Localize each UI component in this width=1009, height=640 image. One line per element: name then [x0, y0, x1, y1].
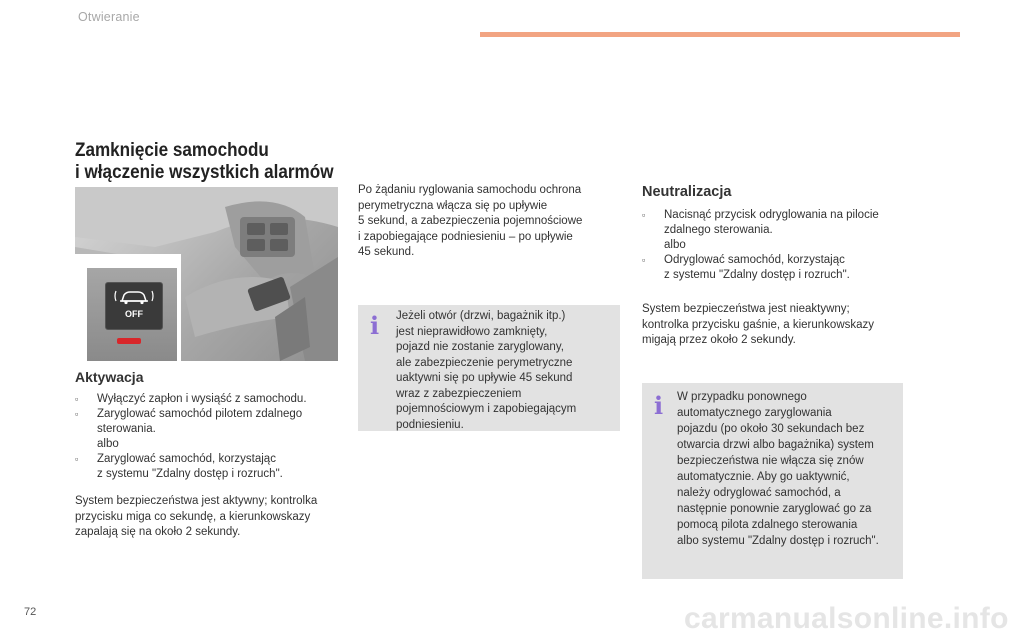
list-item — [75, 422, 345, 437]
text-line: wraz z zabezpieczeniem — [396, 387, 522, 400]
list-item-text: Zaryglować samochód, korzystając — [97, 453, 276, 465]
page-heading — [75, 140, 345, 184]
info-icon: i — [370, 311, 380, 340]
text-line: jest nieprawidłowo zamknięty, — [396, 325, 548, 338]
text-line: automatycznego zaryglowania — [677, 407, 832, 419]
inset-panel — [87, 268, 177, 361]
neutralizacja-title: Neutralizacja — [642, 184, 732, 200]
text-line: przycisku miga co sekundę, a kierunkowskazy — [75, 510, 311, 523]
text-line: pojemnościowym i zapobiegającym — [396, 403, 577, 415]
car-alarm-icon — [106, 283, 162, 309]
list-item — [75, 437, 345, 452]
list-item — [75, 467, 345, 482]
info-box-right — [642, 383, 903, 579]
list-item — [75, 392, 345, 407]
text-line: kontrolka przycisku gaśnie, a kierunkowskazy — [642, 318, 875, 331]
text-line: automatycznie. Aby go uaktywnić, — [677, 471, 850, 483]
middle-paragraph — [358, 183, 620, 261]
list-item — [642, 238, 912, 253]
text-line: należy odryglować samochód, a — [677, 487, 841, 499]
alarm-button-inset — [75, 254, 181, 361]
list-item-text: albo — [97, 438, 119, 450]
list-item — [75, 407, 345, 422]
list-item-text: zdalnego sterowania. — [664, 224, 773, 236]
text-line: 45 sekund. — [358, 246, 415, 258]
bullet-icon: ▫ — [75, 454, 79, 464]
neutralizacja-list — [642, 208, 912, 283]
page-heading-line2: i włączenie wszystkich alarmów — [75, 162, 334, 183]
list-item-text: Zaryglować samochód pilotem zdalnego — [97, 408, 303, 420]
text-line: pomocą pilota zdalnego sterowania — [677, 519, 858, 531]
text-line: migają przez około 2 sekundy. — [642, 334, 796, 346]
list-item-text: z systemu "Zdalny dostęp i rozruch". — [664, 269, 850, 281]
list-item — [642, 223, 912, 238]
text-line: bezpieczeństwa nie włącza się znów — [677, 455, 864, 467]
list-item-text: sterowania. — [97, 423, 156, 435]
text-line: ale zabezpieczenie perymetryczne — [396, 356, 573, 369]
bullet-icon: ▫ — [75, 409, 79, 419]
text-line: Jeżeli otwór (drzwi, bagażnik itp.) — [396, 310, 566, 322]
info-text-right — [677, 389, 901, 549]
page-heading-line1: Zamknięcie samochodu — [75, 140, 269, 161]
info-text-middle — [396, 309, 618, 433]
aktywacja-summary — [75, 494, 350, 541]
list-item-text: Odryglować samochód, korzystając — [664, 254, 845, 266]
text-line: zapalają się na około 2 sekundy. — [75, 526, 241, 538]
text-line: System bezpieczeństwa jest aktywny; kontrolka — [75, 495, 318, 507]
text-line: uaktywni się po upływie 45 sekund — [396, 372, 573, 384]
text-line: perymetryczna włącza się po upływie — [358, 199, 548, 212]
text-line: Po żądaniu ryglowania samochodu ochrona — [358, 184, 582, 196]
info-box-middle — [358, 305, 620, 431]
list-item — [642, 208, 912, 223]
alarm-indicator-led — [117, 338, 141, 344]
list-item-text: Nacisnąć przycisk odryglowania na pilocie — [664, 209, 879, 221]
section-title: Otwieranie — [78, 10, 140, 24]
bullet-icon: ▫ — [75, 394, 79, 404]
aktywacja-title: Aktywacja — [75, 369, 144, 385]
aktywacja-list — [75, 392, 345, 482]
neutralizacja-summary — [642, 302, 912, 349]
text-line: pojazd nie zostanie zaryglowany, — [396, 341, 564, 353]
text-line: następnie ponownie zaryglować go za — [677, 503, 872, 515]
list-item — [642, 253, 912, 268]
page-number: 72 — [24, 606, 37, 618]
info-icon: i — [654, 391, 664, 420]
text-line: i zapobiegające podniesieniu – po upływie — [358, 230, 573, 243]
text-line: otwarcia drzwi albo bagażnika) system — [677, 439, 874, 451]
text-line: W przypadku ponownego — [677, 391, 807, 403]
text-line: podniesieniu. — [396, 418, 464, 431]
off-label: OFF — [125, 309, 143, 319]
list-item-text: albo — [664, 239, 686, 251]
alarm-off-button — [105, 282, 163, 330]
text-line: albo systemu "Zdalny dostęp i rozruch". — [677, 535, 879, 547]
text-line: 5 sekund, a zabezpieczenia pojemnościowe — [358, 215, 583, 227]
list-item-text: z systemu "Zdalny dostęp i rozruch". — [97, 468, 283, 480]
bullet-icon: ▫ — [642, 210, 646, 220]
list-item — [642, 268, 912, 283]
text-line: pojazdu (po około 30 sekundach bez — [677, 423, 865, 435]
text-line: System bezpieczeństwa jest nieaktywny; — [642, 303, 850, 315]
header-accent-bar — [480, 32, 960, 37]
watermark-text: carmanualsonline.info — [684, 602, 1009, 635]
list-item-text: Wyłączyć zapłon i wysiąść z samochodu. — [97, 393, 307, 405]
bullet-icon: ▫ — [642, 255, 646, 265]
list-item — [75, 452, 345, 467]
